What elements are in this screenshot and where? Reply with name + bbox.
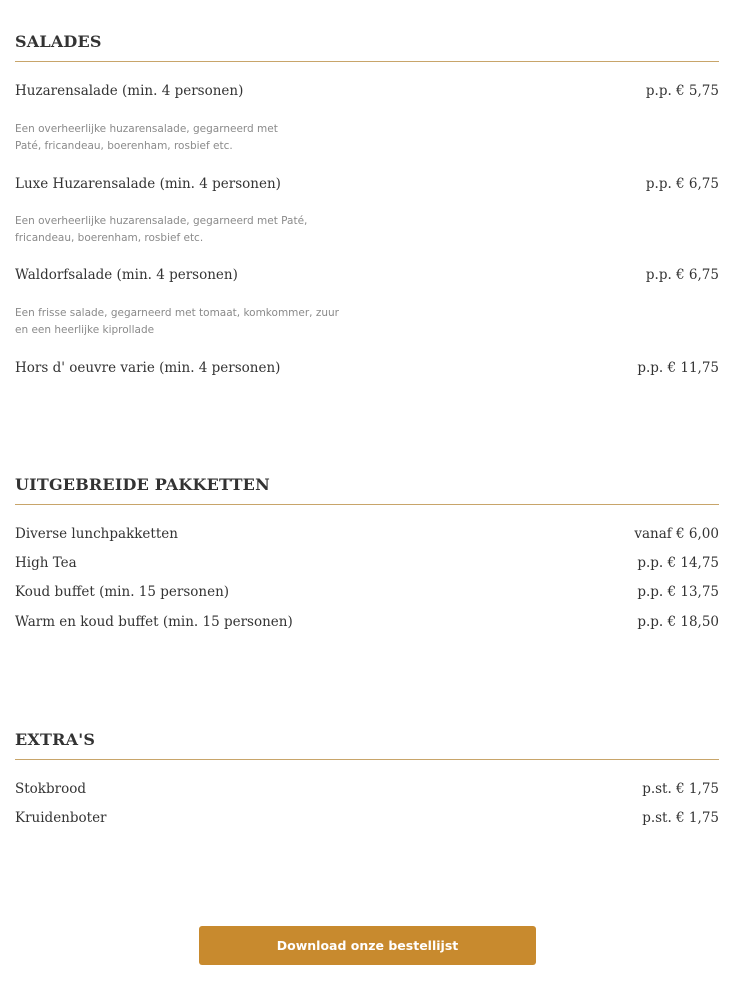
menu-item-kruidenboter [15, 809, 719, 827]
menu-item-price: p.p. € 18,50 [637, 614, 719, 630]
menu-item-price: p.p. € 6,75 [645, 176, 719, 192]
menu-item-name: Stokbrood [15, 781, 86, 797]
section-extras [15, 730, 719, 840]
menu-item-price: p.p. € 11,75 [637, 360, 719, 376]
section-pakketten [15, 475, 719, 635]
menu-item-price: p.p. € 13,75 [637, 584, 719, 600]
menu-item-name: Luxe Huzarensalade (min. 4 personen) [15, 176, 281, 192]
menu-item-price: p.p. € 14,75 [637, 555, 719, 571]
description-line: en een heerlijke kiprollade [15, 324, 155, 336]
menu-item-description [15, 305, 375, 339]
menu-item-price: p.st. € 1,75 [642, 781, 719, 797]
menu-item-description [15, 121, 375, 155]
menu-item-name: Koud buffet (min. 15 personen) [15, 584, 230, 600]
section-title-extras: EXTRA'S [15, 730, 96, 749]
description-line: fricandeau, boerenham, rosbief etc. [15, 232, 204, 244]
menu-item-name: Warm en koud buffet (min. 15 personen) [15, 614, 293, 630]
description-line: Paté, fricandeau, boerenham, rosbief etc. [15, 140, 233, 152]
menu-item-luxe-huzarensalade [15, 175, 719, 193]
menu-item-stokbrood [15, 780, 719, 798]
description-line: Een overheerlijke huzarensalade, gegarneerd met [15, 123, 278, 135]
menu-item-price: p.p. € 5,75 [645, 83, 719, 99]
menu-item-price: p.st. € 1,75 [642, 810, 719, 826]
menu-item-high-tea [15, 554, 719, 572]
menu-item-description [15, 213, 375, 247]
menu-item-name: Huzarensalade (min. 4 personen) [15, 83, 244, 99]
section-divider [15, 759, 719, 760]
section-title-pakketten: UITGEBREIDE PAKKETTEN [15, 475, 270, 494]
menu-item-waldorfsalade [15, 266, 719, 284]
menu-item-name: Waldorfsalade (min. 4 personen) [15, 267, 238, 283]
section-title-salades: SALADES [15, 32, 102, 51]
menu-item-price: vanaf € 6,00 [634, 526, 719, 542]
menu-item-koud-buffet [15, 583, 719, 601]
download-bestellijst-button[interactable]: Download onze bestellijst [199, 926, 536, 965]
menu-item-hors-doeuvre [15, 359, 719, 377]
menu-item-lunchpakketten [15, 525, 719, 543]
menu-item-name: Diverse lunchpakketten [15, 526, 178, 542]
description-line: Een frisse salade, gegarneerd met tomaat, komkommer, zuur [15, 307, 339, 319]
menu-item-price: p.p. € 6,75 [645, 267, 719, 283]
section-divider [15, 504, 719, 505]
menu-item-warm-koud-buffet [15, 613, 719, 631]
menu-item-huzarensalade [15, 82, 719, 100]
description-line: Een overheerlijke huzarensalade, gegarneerd met Paté, [15, 215, 308, 227]
menu-item-name: Hors d' oeuvre varie (min. 4 personen) [15, 360, 281, 376]
section-divider [15, 61, 719, 62]
menu-item-name: High Tea [15, 555, 77, 571]
menu-item-name: Kruidenboter [15, 810, 107, 826]
section-salades [15, 32, 719, 382]
